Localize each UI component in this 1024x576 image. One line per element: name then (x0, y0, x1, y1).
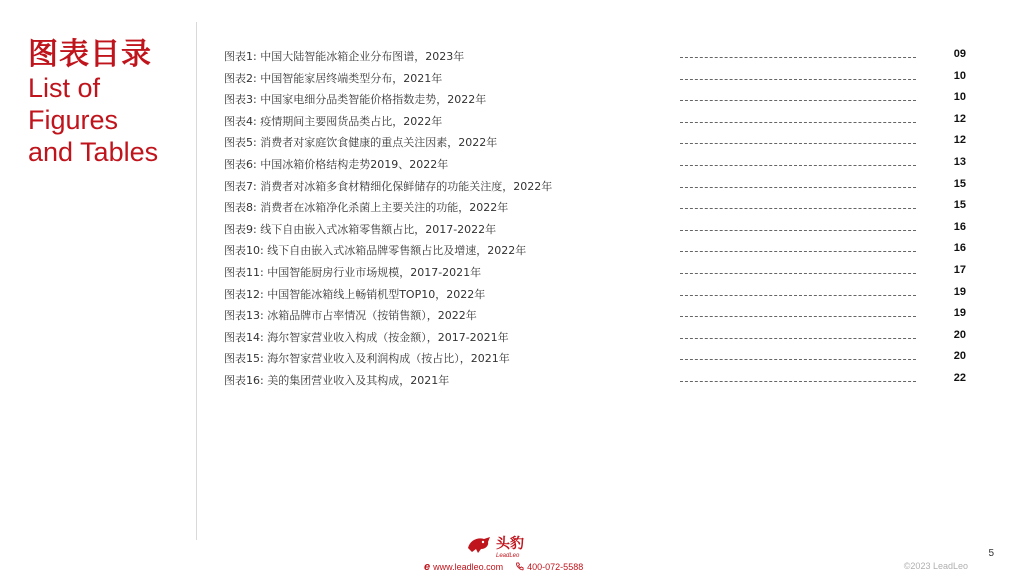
title-english-line1: List of (28, 73, 101, 103)
toc-leader-dashes (680, 369, 916, 382)
toc-leader-dashes (680, 88, 916, 101)
toc-entry[interactable] (224, 369, 974, 391)
toc-entry-page: 10 (953, 91, 966, 104)
page-title (28, 38, 193, 168)
toc-entry[interactable] (224, 88, 974, 110)
toc-entry[interactable] (224, 110, 974, 132)
toc-entry-page: 22 (953, 371, 966, 384)
toc-entry[interactable] (224, 239, 974, 261)
toc-entry[interactable] (224, 196, 974, 218)
toc-leader-dashes (680, 45, 916, 58)
toc-entry-label: 图表8: 消费者在冰箱净化杀菌上主要关注的功能，2022年 (224, 201, 509, 215)
logo-text-chinese: 头豹 (496, 536, 524, 552)
toc-leader-dashes (680, 175, 916, 188)
title-english-line3: and Tables (28, 137, 159, 167)
toc-entry-page: 17 (953, 263, 966, 276)
toc-entry-label: 图表14: 海尔智家营业收入构成（按金额），2017-2021年 (224, 330, 509, 344)
toc-entry-page: 20 (953, 328, 966, 341)
toc-entry-label: 图表12: 中国智能冰箱线上畅销机型TOP10，2022年 (224, 287, 486, 301)
toc-entry-label: 图表3: 中国家电细分品类智能价格指数走势，2022年 (224, 93, 487, 107)
toc-entry-label: 图表2: 中国智能家居终端类型分布，2021年 (224, 71, 443, 85)
toc-entry-page: 12 (953, 134, 966, 147)
website-link[interactable] (424, 561, 503, 573)
toc-leader-dashes (680, 261, 916, 274)
toc-entry-label: 图表13: 冰箱品牌市占率情况（按销售额），2022年 (224, 309, 477, 323)
toc-leader-dashes (680, 326, 916, 339)
toc-entry-label: 图表10: 线下自由嵌入式冰箱品牌零售额占比及增速，2022年 (224, 244, 527, 258)
toc-entry[interactable] (224, 67, 974, 89)
toc-entry[interactable] (224, 326, 974, 348)
toc-entry-page: 15 (953, 199, 966, 212)
toc-leader-dashes (680, 304, 916, 317)
toc-leader-dashes (680, 283, 916, 296)
toc-leader-dashes (680, 67, 916, 80)
toc-entry-page: 16 (953, 242, 966, 255)
vertical-divider (196, 22, 197, 540)
toc-leader-dashes (680, 131, 916, 144)
website-text: www.leadleo.com (433, 562, 504, 572)
toc-entry[interactable] (224, 153, 974, 175)
brand-logo (466, 532, 556, 560)
toc-entry[interactable] (224, 45, 974, 67)
table-of-contents (224, 45, 974, 391)
toc-entry[interactable] (224, 283, 974, 305)
logo-text-english: LeadLeo (496, 553, 520, 559)
toc-entry-label: 图表15: 海尔智家营业收入及利润构成（按占比），2021年 (224, 352, 510, 366)
toc-entry-page: 13 (953, 155, 966, 168)
toc-entry-page: 19 (953, 285, 966, 298)
toc-entry-page: 10 (953, 69, 966, 82)
toc-entry-page: 19 (953, 307, 966, 320)
title-english-line2: Figures (28, 105, 119, 135)
leopard-logo-icon (466, 534, 492, 559)
toc-entry-page: 16 (953, 220, 966, 233)
toc-leader-dashes (680, 347, 916, 360)
toc-entry-page: 15 (953, 177, 966, 190)
toc-entry[interactable] (224, 175, 974, 197)
toc-entry-page: 12 (953, 112, 966, 125)
toc-entry-page: 09 (953, 48, 966, 60)
phone-contact (515, 561, 583, 573)
toc-leader-dashes (680, 196, 916, 209)
footer-contact (424, 561, 583, 573)
e-icon: e (424, 561, 431, 573)
toc-entry[interactable] (224, 131, 974, 153)
toc-entry[interactable] (224, 304, 974, 326)
title-chinese: 图表目录 (28, 37, 152, 72)
toc-entry-page: 20 (953, 350, 966, 363)
toc-entry-label: 图表7: 消费者对冰箱多食材精细化保鲜储存的功能关注度，2022年 (224, 179, 553, 193)
toc-entry-label: 图表4: 疫情期间主要囤货品类占比，2022年 (224, 114, 443, 128)
page-number: 5 (988, 548, 994, 559)
toc-entry[interactable] (224, 218, 974, 240)
toc-entry[interactable] (224, 347, 974, 369)
phone-icon (515, 562, 524, 573)
toc-entry-label: 图表16: 美的集团营业收入及其构成，2021年 (224, 373, 450, 387)
toc-entry-label: 图表9: 线下自由嵌入式冰箱零售额占比，2017-2022年 (224, 222, 497, 236)
toc-entry-label: 图表5: 消费者对家庭饮食健康的重点关注因素，2022年 (224, 136, 498, 150)
toc-entry[interactable] (224, 261, 974, 283)
toc-leader-dashes (680, 153, 916, 166)
toc-entry-label: 图表11: 中国智能厨房行业市场规模，2017-2021年 (224, 265, 482, 279)
phone-text: 400-072-5588 (527, 562, 584, 572)
toc-entry-label: 图表6: 中国冰箱价格结构走势2019、2022年 (224, 157, 449, 171)
copyright-text: ©2023 LeadLeo (903, 561, 968, 571)
toc-leader-dashes (680, 218, 916, 231)
toc-leader-dashes (680, 110, 916, 123)
toc-leader-dashes (680, 239, 916, 252)
toc-entry-label: 图表1: 中国大陆智能冰箱企业分布图谱，2023年 (224, 50, 465, 63)
